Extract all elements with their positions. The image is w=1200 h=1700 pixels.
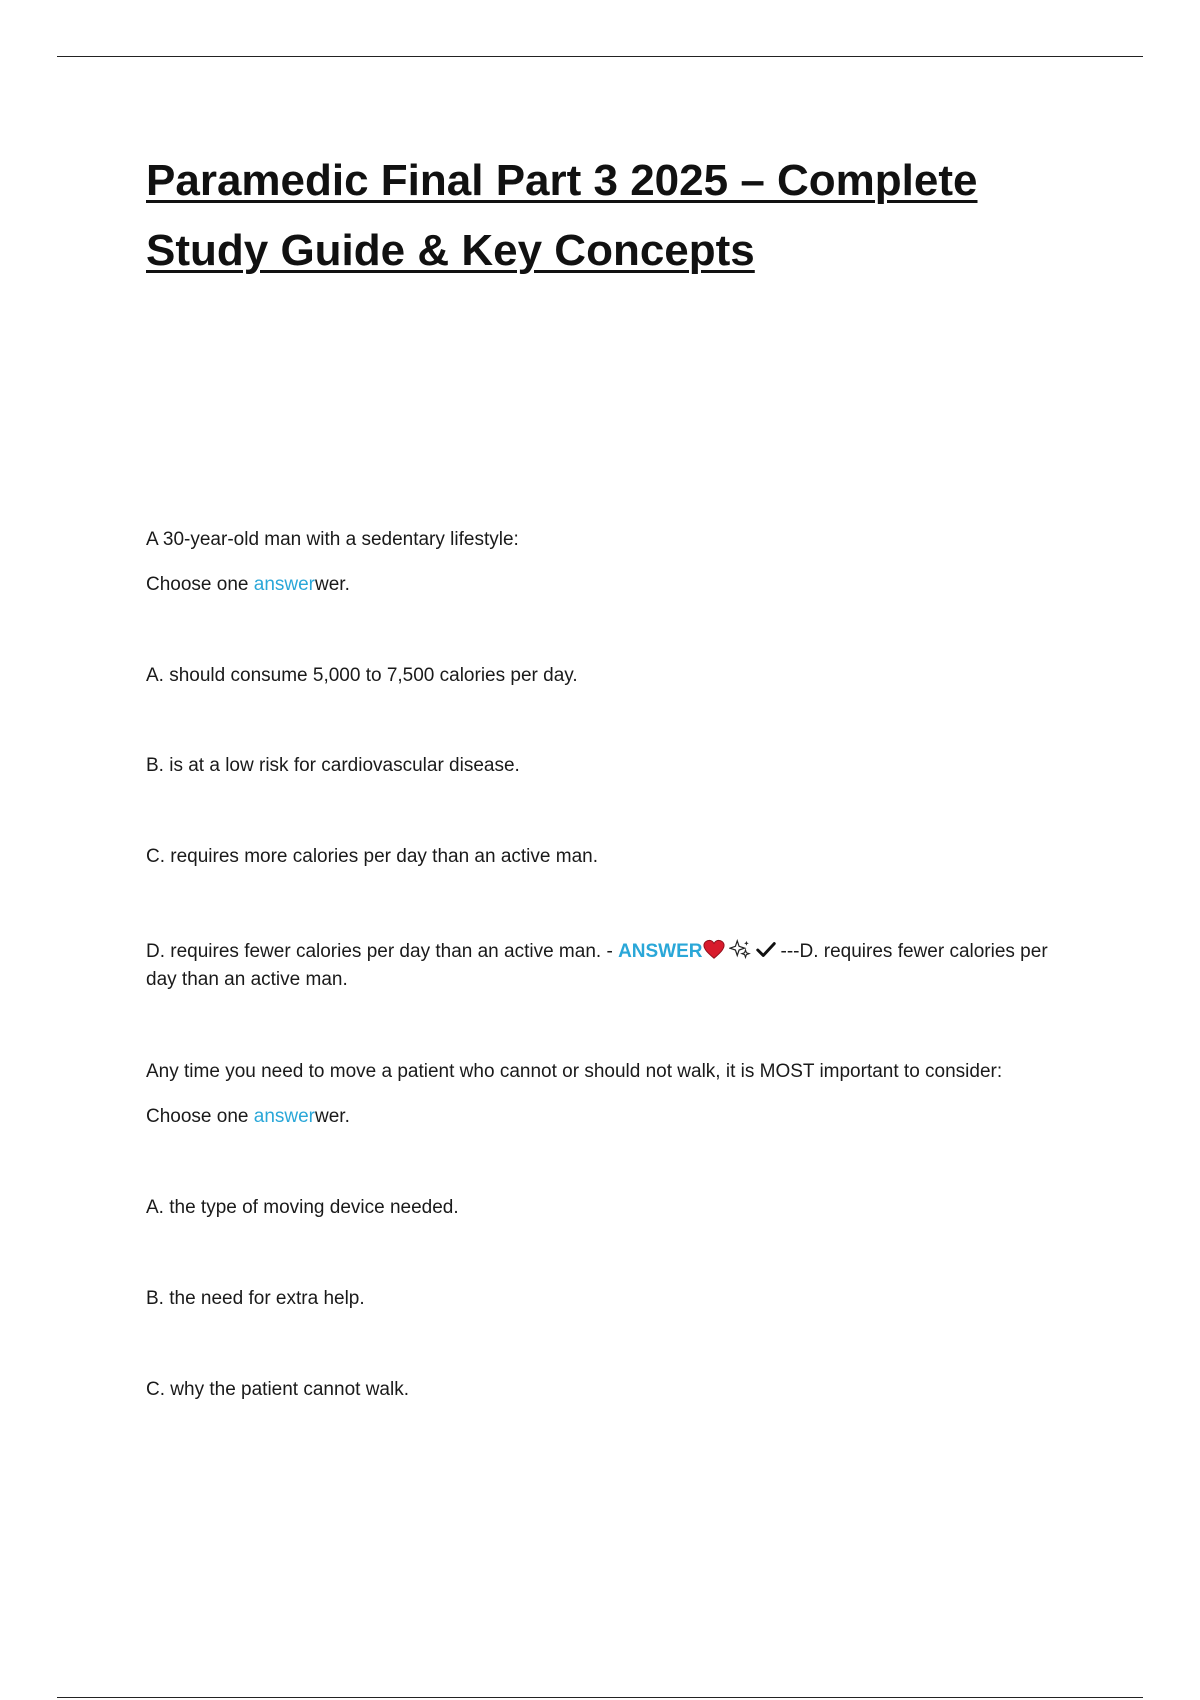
question-1-option-c: C. requires more calories per day than an active man. <box>146 846 598 867</box>
question-2-option-b: B. the need for extra help. <box>146 1288 365 1309</box>
answer-label: ANSWER <box>618 941 703 962</box>
document-title: Paramedic Final Part 3 2025 – Complete Study Guide & Key Concepts <box>146 156 978 275</box>
answer-highlight: answer <box>253 574 315 595</box>
header-rule <box>57 56 1143 57</box>
heart-icon <box>703 939 725 961</box>
checkmark-icon <box>755 939 777 961</box>
question-1-option-a: A. should consume 5,000 to 7,500 calories per day. <box>146 665 578 686</box>
question-2-prompt: Choose one answerwer. <box>146 1106 350 1127</box>
question-1-stem: A 30-year-old man with a sedentary lifestyle: <box>146 529 519 550</box>
answer-highlight: answer <box>253 1106 315 1127</box>
footer-rule <box>57 1697 1143 1698</box>
question-1-option-b: B. is at a low risk for cardiovascular disease. <box>146 755 520 776</box>
question-1-prompt: Choose one answerwer. <box>146 574 350 595</box>
question-2-option-a: A. the type of moving device needed. <box>146 1197 459 1218</box>
question-1-option-d-answer: D. requires fewer calories per day than an active man. - ANSWER ---D. requires fewer calories per day than an active man. <box>146 941 1048 990</box>
question-2-option-c: C. why the patient cannot walk. <box>146 1379 409 1400</box>
question-2-stem: Any time you need to move a patient who cannot or should not walk, it is MOST important to consider: <box>146 1061 1003 1082</box>
sparkle-icon <box>729 939 751 961</box>
